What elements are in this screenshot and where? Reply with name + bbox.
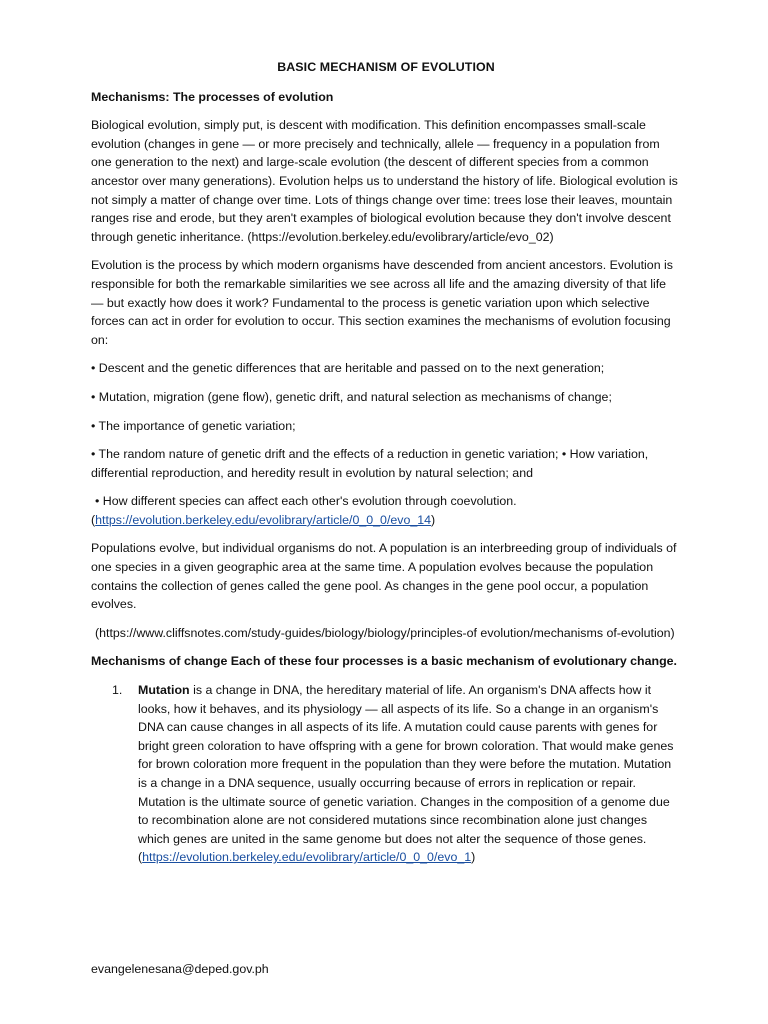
section-heading: Mechanisms: The processes of evolution	[91, 89, 334, 104]
footer-email: evangelenesana@deped.gov.ph	[91, 962, 269, 976]
mechanisms-intro	[91, 652, 681, 671]
numbered-item-mutation	[91, 681, 681, 867]
bullet-coevolution: • How different species can affect each other's evolution through coevolution.	[95, 494, 517, 509]
coevolution-block	[91, 492, 681, 529]
bullet-genetic-drift: • The random nature of genetic drift and the effects of a reduction in genetic variation; • How variation, differential reproduction, and heredity result in evolution by natural selection; and	[91, 447, 649, 480]
mutation-term: Mutation	[138, 683, 190, 698]
bullet-mutation-migration: • Mutation, migration (gene flow), genetic drift, and natural selection as mechanisms of change;	[91, 389, 612, 404]
cliffsnotes-reference: (https://www.cliffsnotes.com/study-guides/biology/biology/principles-of evolution/mechanisms of-evolution)	[95, 625, 675, 640]
numbered-item-number: 1.	[112, 683, 123, 698]
mechanisms-intro-text: Mechanisms of change Each of these four processes is a basic mechanism of evolutionary change.	[91, 654, 677, 669]
paragraph-populations: Populations evolve, but individual organisms do not. A population is an interbreeding group of individuals of one species in a given geographic area at the same time. A population evolves because the population contains the collection of genes called the gene pool. As changes in the gene pool occur, a population evolves.	[91, 541, 677, 612]
paragraph-evolution-process: Evolution is the process by which modern organisms have descended from ancient ancestors. Evolution is responsible for both the remarkable similarities we see across all life and the amazing diversity of that life — but exactly how does it work? Fundamental to the process is genetic variation upon which selective forces can act in order for evolution to occur. This section examines the mechanisms of evolution focusing on:	[91, 258, 673, 347]
coevolution-link-open: (	[91, 512, 96, 527]
mutation-link-close: )	[471, 850, 476, 865]
bullet-descent: • Descent and the genetic differences that are heritable and passed on to the next generation;	[91, 361, 605, 376]
mutation-link[interactable]: https://evolution.berkeley.edu/evolibrary/article/0_0_0/evo_1	[142, 850, 472, 865]
mutation-link-open: (	[138, 850, 143, 865]
numbered-item-body	[138, 681, 681, 867]
coevolution-link-close: )	[431, 512, 436, 527]
bullet-genetic-variation: • The importance of genetic variation;	[91, 418, 296, 433]
document-title: BASIC MECHANISM OF EVOLUTION	[277, 60, 495, 74]
document-page	[91, 58, 681, 877]
coevolution-link[interactable]: https://evolution.berkeley.edu/evolibrary/article/0_0_0/evo_14	[95, 512, 432, 527]
mutation-text: is a change in DNA, the hereditary material of life. An organism's DNA affects how it looks, how it behaves, and its physiology — all aspects of its life. So a change in an organism's DNA can cause changes in all aspects of its life. A mutation could cause parents with genes for bright green coloration to have offspring with a gene for brown coloration. That would make genes for brown coloration more frequent in the population than they were before the mutation. Mutation is a change in a DNA sequence, usually occurring because of errors in replication or repair. Mutation is the ultimate source of genetic variation. Changes in the composition of a genome due to recombination alone are not considered mutations since recombination alone just changes which genes are united in the same genome but does not alter the sequence of those genes.	[138, 683, 674, 846]
paragraph-descent-with-modification: Biological evolution, simply put, is descent with modification. This definition encompasses small-scale evolution (changes in gene — or more precisely and technically, allele — frequency in a population from one generation to the next) and large-scale evolution (the descent of different species from a common ancestor over many generations). Evolution helps us to understand the history of life. Biological evolution is not simply a matter of change over time. Lots of things change over time: trees lose their leaves, mountain ranges rise and erode, but they aren't examples of biological evolution because they don't involve descent through genetic inheritance. (https://evolution.berkeley.edu/evolibrary/article/evo_02)	[91, 118, 678, 244]
